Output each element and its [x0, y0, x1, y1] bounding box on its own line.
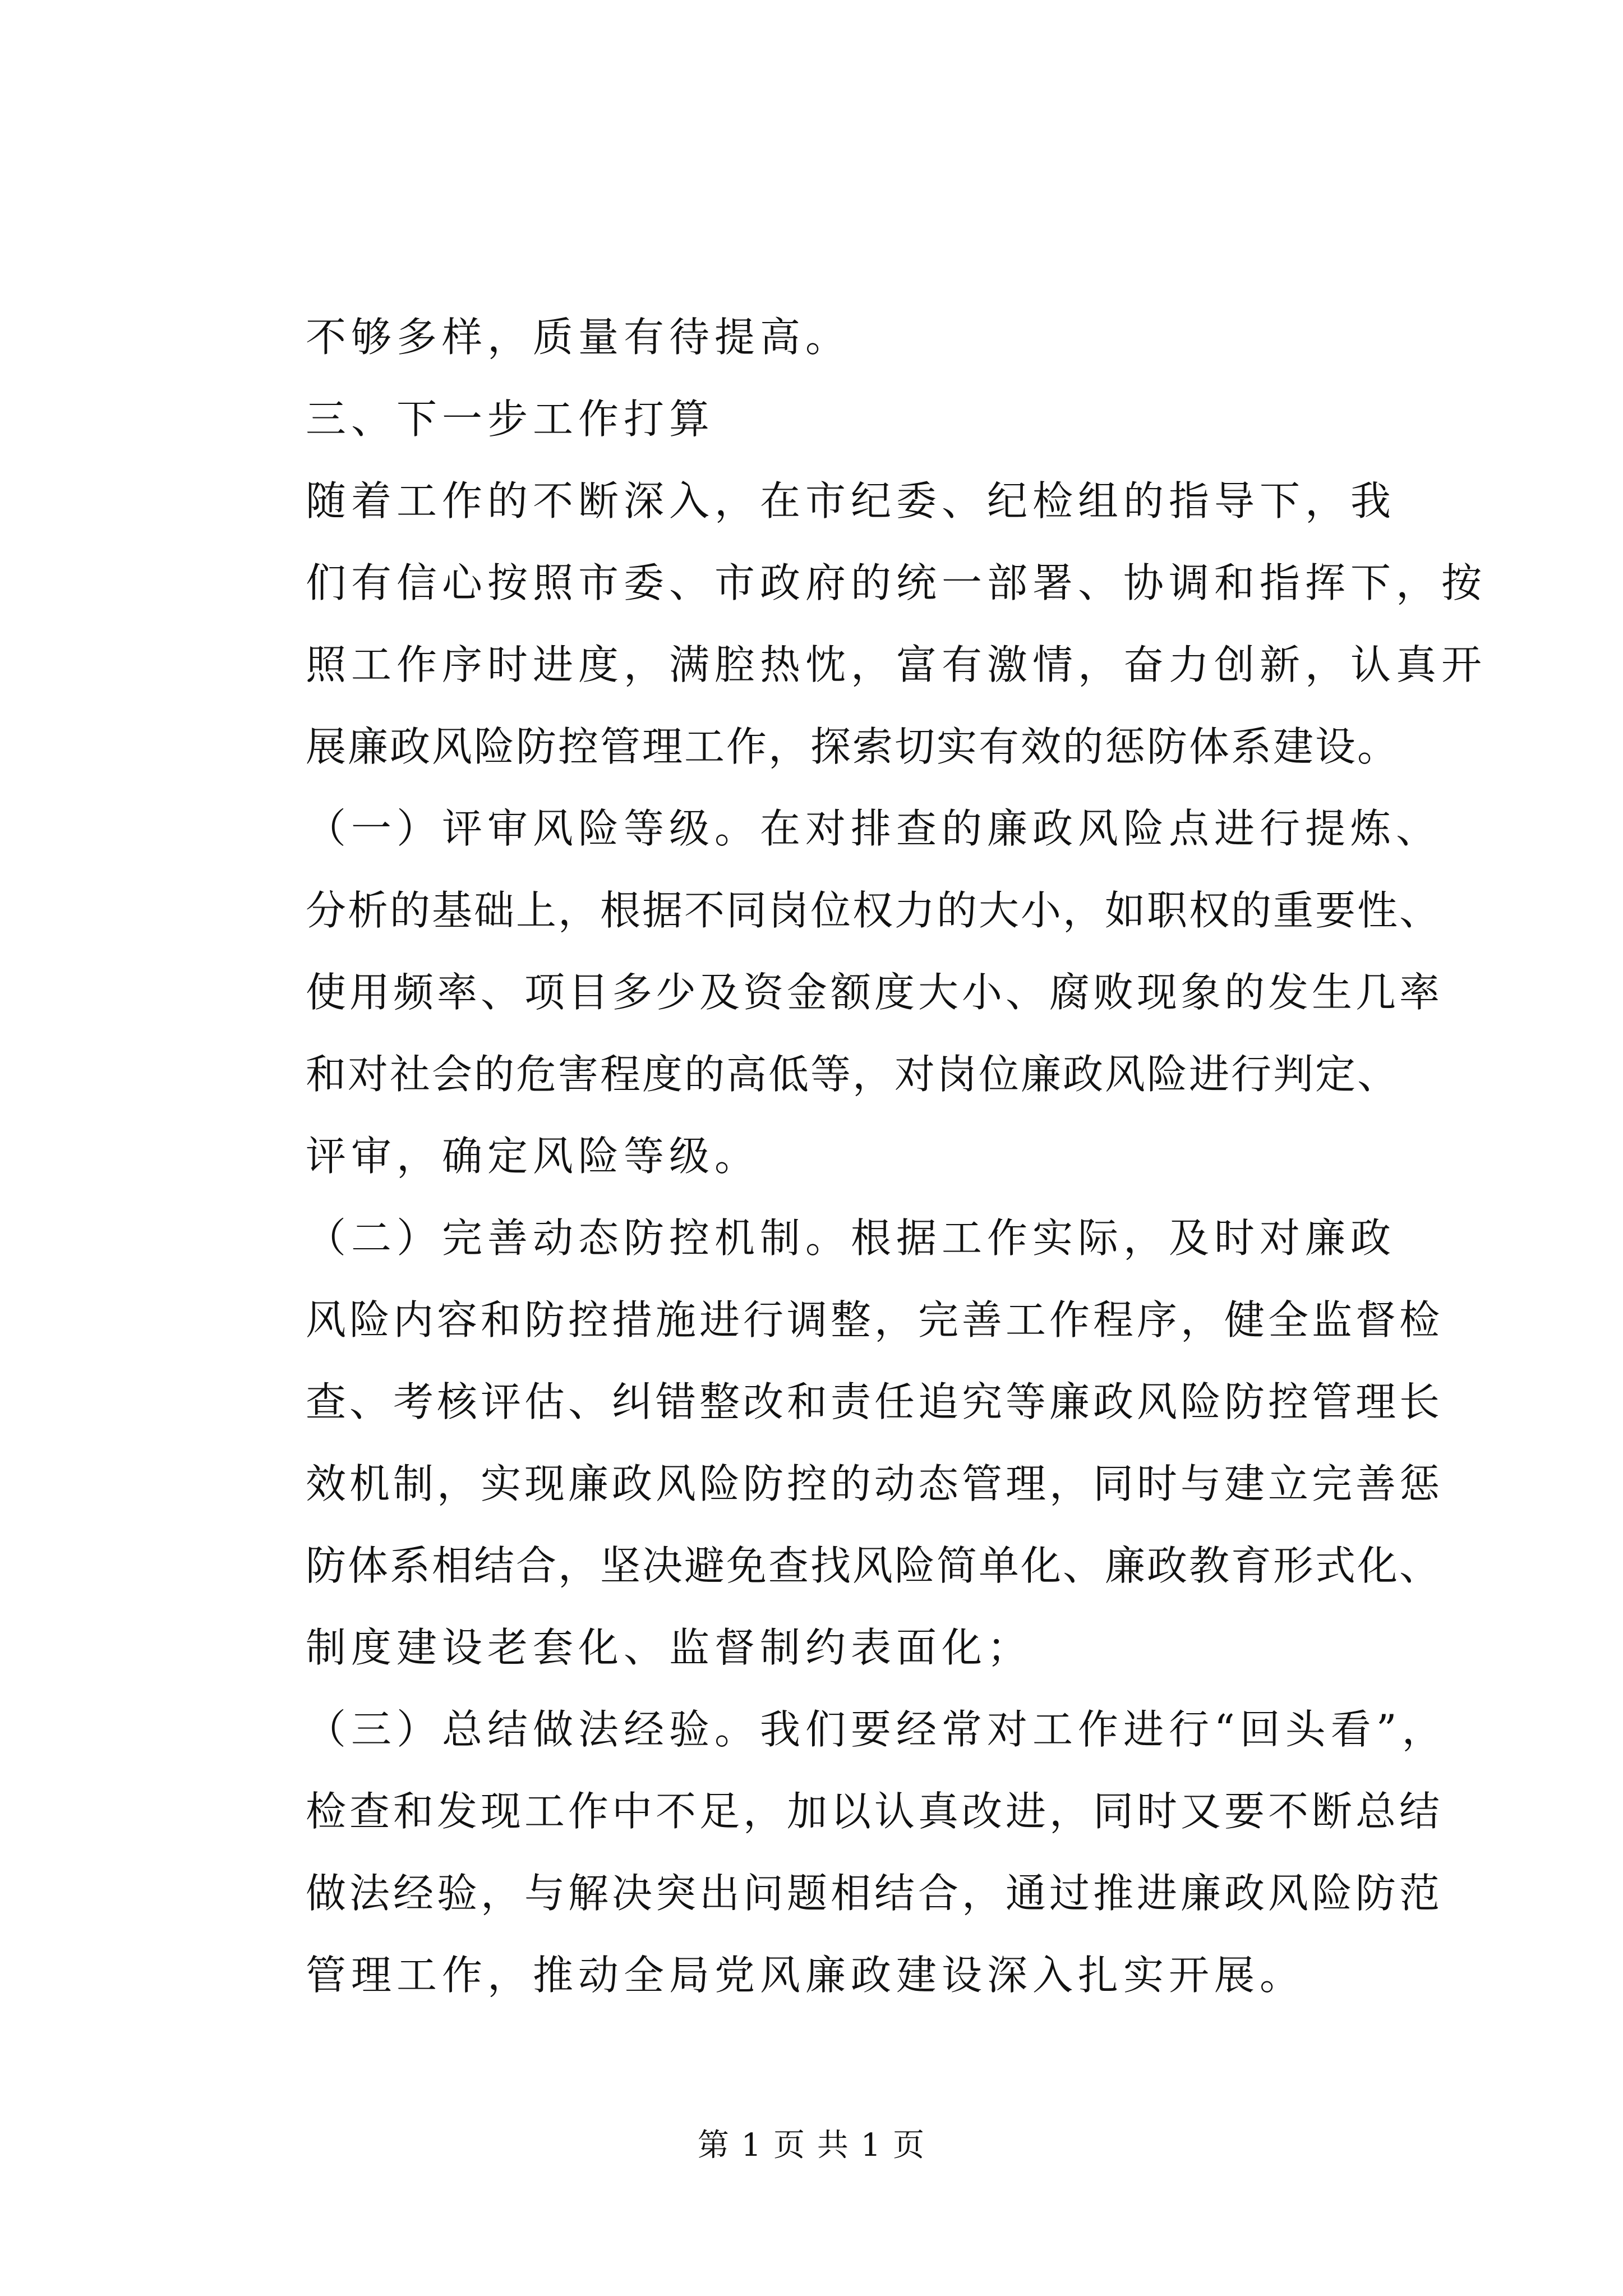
body-line-4: 们有信心按照市委、市政府的统一部署、协调和指挥下，按 [306, 559, 1487, 606]
body-line-6: 展廉政风险防控管理工作，探索切实有效的惩防体系建设。 [306, 723, 1400, 770]
body-line-9: 使用频率、项目多少及资金额度大小、腐败现象的发生几率 [306, 969, 1444, 1016]
body-line-15: 效机制，实现廉政风险防控的动态管理，同时与建立完善惩 [306, 1460, 1444, 1507]
body-line-21: 管理工作，推动全局党风廉政建设深入扎实开展。 [306, 1952, 1306, 1999]
body-line-14: 查、考核评估、纠错整改和责任追究等廉政风险防控管理长 [306, 1378, 1444, 1425]
body-line-8: 分析的基础上，根据不同岗位权力的大小，如职权的重要性、 [306, 887, 1442, 934]
body-line-12: （二）完善动态防控机制。根据工作实际，及时对廉政 [306, 1214, 1396, 1262]
body-line-17: 制度建设老套化、监督制约表面化； [306, 1624, 1033, 1671]
body-line-5: 照工作序时进度，满腔热忱，富有激情，奋力创新，认真开 [306, 641, 1487, 688]
body-line-11: 评审，确定风险等级。 [306, 1133, 760, 1180]
document-body [306, 296, 1487, 2016]
page-footer: 第 1 页 共 1 页 [697, 2127, 926, 2164]
body-line-18: （三）总结做法经验。我们要经常对工作进行“回头看”， [306, 1706, 1447, 1753]
body-line-3: 随着工作的不断深入，在市纪委、纪检组的指导下，我 [306, 477, 1396, 524]
body-line-20: 做法经验，与解决突出问题相结合，通过推进廉政风险防范 [306, 1870, 1444, 1917]
body-line-16: 防体系相结合，坚决避免查找风险简单化、廉政教育形式化、 [306, 1542, 1442, 1589]
body-line-7: （一）评审风险等级。在对排查的廉政风险点进行提炼、 [306, 805, 1442, 852]
body-line-10: 和对社会的危害程度的高低等，对岗位廉政风险进行判定、 [306, 1051, 1400, 1098]
body-line-19: 检查和发现工作中不足，加以认真改进，同时又要不断总结 [306, 1788, 1444, 1835]
body-line-1: 不够多样，质量有待提高。 [306, 314, 851, 361]
section-heading: 三、下一步工作打算 [306, 395, 715, 443]
body-line-13: 风险内容和防控措施进行调整，完善工作程序，健全监督检 [306, 1296, 1444, 1343]
